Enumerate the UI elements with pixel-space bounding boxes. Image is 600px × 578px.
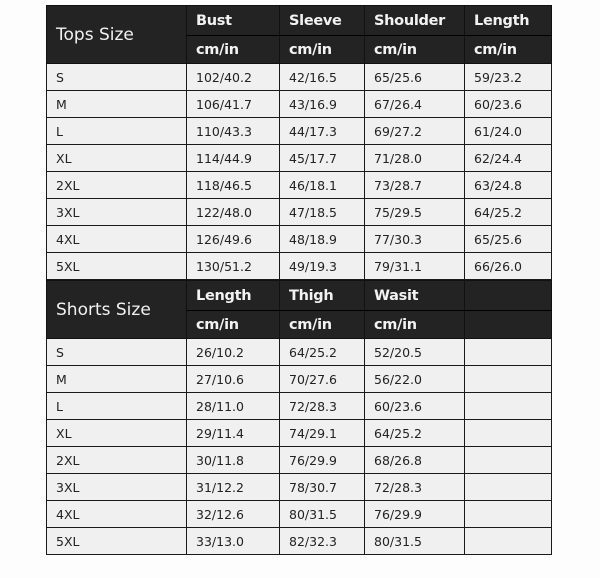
size-label: 5XL — [47, 528, 187, 555]
table-row — [47, 226, 552, 253]
table-row — [47, 447, 552, 474]
column-header: Length — [465, 6, 552, 36]
measurement-cell: 63/24.8 — [465, 172, 552, 199]
measurement-cell: 106/41.7 — [187, 91, 280, 118]
measurement-cell: 72/28.3 — [365, 474, 465, 501]
table-row — [47, 393, 552, 420]
table-row — [47, 501, 552, 528]
measurement-cell: 64/25.2 — [465, 199, 552, 226]
column-header: Bust — [187, 6, 280, 36]
table-row — [47, 118, 552, 145]
column-unit — [465, 311, 552, 339]
table-row — [47, 366, 552, 393]
size-label: 4XL — [47, 501, 187, 528]
measurement-cell — [465, 474, 552, 501]
shorts-title: Shorts Size — [47, 281, 187, 339]
size-label: S — [47, 339, 187, 366]
column-header: Shoulder — [365, 6, 465, 36]
measurement-cell: 130/51.2 — [187, 253, 280, 280]
measurement-cell: 79/31.1 — [365, 253, 465, 280]
size-label: 3XL — [47, 199, 187, 226]
measurement-cell: 78/30.7 — [280, 474, 365, 501]
column-header: Length — [187, 281, 280, 311]
measurement-cell — [465, 393, 552, 420]
measurement-cell: 65/25.6 — [465, 226, 552, 253]
size-label: XL — [47, 145, 187, 172]
table-row — [47, 474, 552, 501]
column-unit: cm/in — [280, 311, 365, 339]
measurement-cell: 60/23.6 — [465, 91, 552, 118]
column-unit: cm/in — [187, 311, 280, 339]
shorts-header-row — [47, 281, 552, 311]
column-header: Thigh — [280, 281, 365, 311]
size-label: L — [47, 393, 187, 420]
measurement-cell: 68/26.8 — [365, 447, 465, 474]
size-label: 2XL — [47, 447, 187, 474]
measurement-cell: 76/29.9 — [280, 447, 365, 474]
measurement-cell: 77/30.3 — [365, 226, 465, 253]
measurement-cell — [465, 366, 552, 393]
measurement-cell — [465, 528, 552, 555]
table-row — [47, 199, 552, 226]
measurement-cell: 69/27.2 — [365, 118, 465, 145]
measurement-cell — [465, 501, 552, 528]
measurement-cell — [465, 447, 552, 474]
measurement-cell: 61/24.0 — [465, 118, 552, 145]
column-unit: cm/in — [365, 311, 465, 339]
size-label: L — [47, 118, 187, 145]
tops-title: Tops Size — [47, 6, 187, 64]
measurement-cell: 42/16.5 — [280, 64, 365, 91]
size-label: XL — [47, 420, 187, 447]
measurement-cell: 26/10.2 — [187, 339, 280, 366]
measurement-cell: 52/20.5 — [365, 339, 465, 366]
measurement-cell: 110/43.3 — [187, 118, 280, 145]
measurement-cell: 45/17.7 — [280, 145, 365, 172]
measurement-cell: 65/25.6 — [365, 64, 465, 91]
measurement-cell: 56/22.0 — [365, 366, 465, 393]
measurement-cell: 60/23.6 — [365, 393, 465, 420]
measurement-cell: 102/40.2 — [187, 64, 280, 91]
measurement-cell: 122/48.0 — [187, 199, 280, 226]
column-header: Sleeve — [280, 6, 365, 36]
tops-header-row — [47, 6, 552, 36]
size-label: 2XL — [47, 172, 187, 199]
table-row — [47, 339, 552, 366]
shorts-size-table — [46, 280, 552, 555]
table-row — [47, 528, 552, 555]
size-label: 4XL — [47, 226, 187, 253]
table-row — [47, 253, 552, 280]
measurement-cell: 27/10.6 — [187, 366, 280, 393]
table-row — [47, 64, 552, 91]
tops-size-table — [46, 5, 552, 280]
table-row — [47, 91, 552, 118]
measurement-cell: 70/27.6 — [280, 366, 365, 393]
measurement-cell: 64/25.2 — [365, 420, 465, 447]
size-label: M — [47, 91, 187, 118]
measurement-cell: 118/46.5 — [187, 172, 280, 199]
table-row — [47, 172, 552, 199]
measurement-cell: 47/18.5 — [280, 199, 365, 226]
measurement-cell: 126/49.6 — [187, 226, 280, 253]
size-label: M — [47, 366, 187, 393]
measurement-cell: 75/29.5 — [365, 199, 465, 226]
measurement-cell: 30/11.8 — [187, 447, 280, 474]
measurement-cell: 32/12.6 — [187, 501, 280, 528]
measurement-cell: 76/29.9 — [365, 501, 465, 528]
measurement-cell: 80/31.5 — [365, 528, 465, 555]
column-header — [465, 281, 552, 311]
measurement-cell: 82/32.3 — [280, 528, 365, 555]
column-unit: cm/in — [465, 36, 552, 64]
size-label: 3XL — [47, 474, 187, 501]
measurement-cell: 46/18.1 — [280, 172, 365, 199]
measurement-cell: 66/26.0 — [465, 253, 552, 280]
measurement-cell: 114/44.9 — [187, 145, 280, 172]
measurement-cell: 73/28.7 — [365, 172, 465, 199]
column-unit: cm/in — [280, 36, 365, 64]
measurement-cell: 31/12.2 — [187, 474, 280, 501]
measurement-cell — [465, 339, 552, 366]
measurement-cell: 33/13.0 — [187, 528, 280, 555]
measurement-cell: 80/31.5 — [280, 501, 365, 528]
column-header: Wasit — [365, 281, 465, 311]
size-label: S — [47, 64, 187, 91]
table-row — [47, 145, 552, 172]
measurement-cell: 29/11.4 — [187, 420, 280, 447]
measurement-cell — [465, 420, 552, 447]
measurement-cell: 48/18.9 — [280, 226, 365, 253]
measurement-cell: 67/26.4 — [365, 91, 465, 118]
measurement-cell: 72/28.3 — [280, 393, 365, 420]
size-label: 5XL — [47, 253, 187, 280]
measurement-cell: 28/11.0 — [187, 393, 280, 420]
column-unit: cm/in — [365, 36, 465, 64]
measurement-cell: 59/23.2 — [465, 64, 552, 91]
measurement-cell: 44/17.3 — [280, 118, 365, 145]
column-unit: cm/in — [187, 36, 280, 64]
measurement-cell: 71/28.0 — [365, 145, 465, 172]
measurement-cell: 64/25.2 — [280, 339, 365, 366]
measurement-cell: 43/16.9 — [280, 91, 365, 118]
measurement-cell: 62/24.4 — [465, 145, 552, 172]
table-row — [47, 420, 552, 447]
measurement-cell: 49/19.3 — [280, 253, 365, 280]
measurement-cell: 74/29.1 — [280, 420, 365, 447]
